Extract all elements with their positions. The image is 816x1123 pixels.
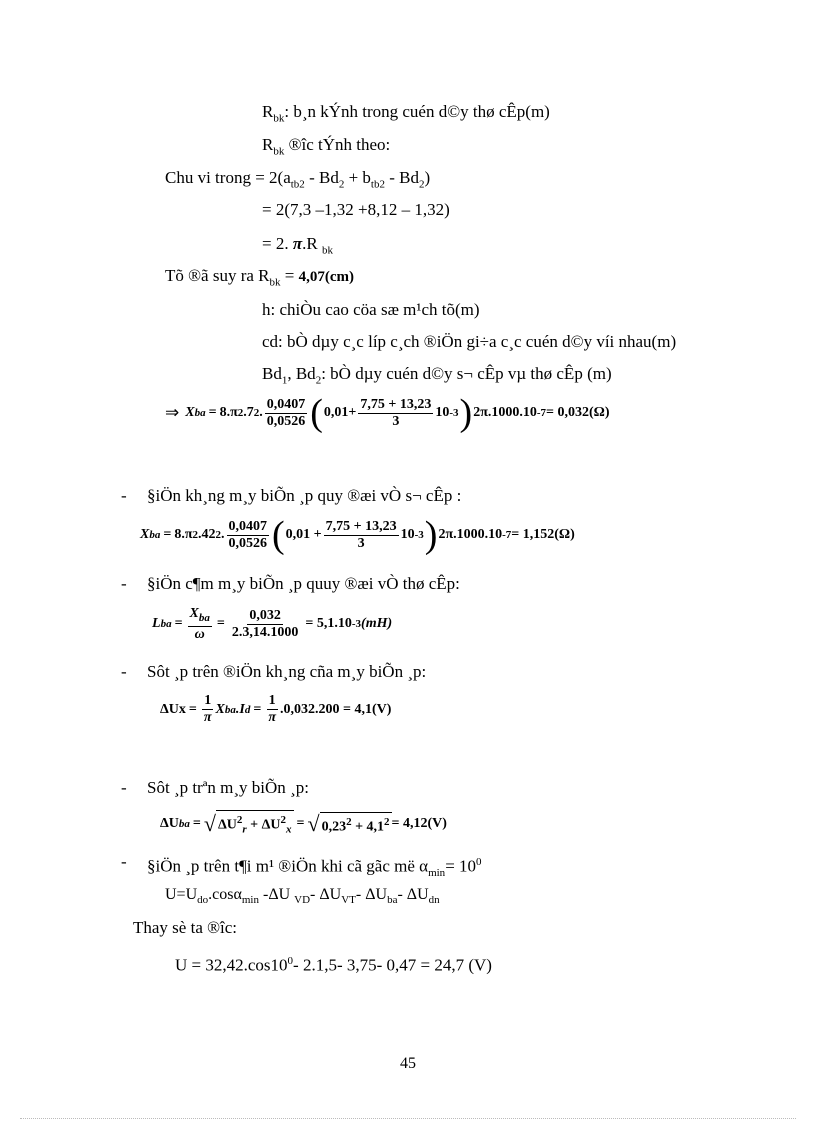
cd-definition: cd: bÒ dµy c¸c líp c¸ch ®iÖn gi÷a c¸c cuén d©y víi nhau(m) bbox=[262, 332, 677, 351]
bullet-dash: - bbox=[121, 662, 127, 681]
rbk-definition: $R_{bk}$: b¸n kÝnh trong cuén d©y thø cÊp(m) bbox=[262, 102, 550, 125]
equation-xba-secondary: ⇒ X ba = 8.π 2 .7 2 . $\frac{0,0407}{0,0526}$ ( 0,01+ $\frac{7,75 + 13,23}{3}$ 10 -3 ) 2π.1000.10 -7 = 0,032(Ω) bbox=[165, 392, 610, 434]
reactance-drop-title: Sôt ¸p trên ®iÖn kh¸ng cña m¸y biÕn ¸p: bbox=[147, 662, 427, 681]
h-definition: h: chiÒu cao cöa sæ m¹ch tõ(m) bbox=[262, 300, 480, 319]
voltage-formula: $U=U_{do}.\cos\alpha_{min}$ -ΔU $_{VD}$- $\Delta U_{VT}-$ $\Delta U_{ba}-$ $\Delta U_{dn}$ bbox=[165, 886, 440, 907]
transformer-drop-title: Sôt ¸p trªn m¸y biÕn ¸p: bbox=[147, 778, 309, 797]
bullet-dash: - bbox=[121, 852, 127, 871]
rbk-calculated-line: $R_{bk}$ ®îc tÝnh theo: bbox=[262, 135, 391, 158]
page-bottom-divider bbox=[20, 1118, 796, 1119]
page-number: 45 bbox=[400, 1055, 416, 1072]
bullet-dash: - bbox=[121, 486, 127, 505]
load-voltage-title: §iÖn ¸p trên t¶i m¹ ®iÖn khi cã gãc më $\alpha_{min}= 10^0$ bbox=[147, 856, 482, 880]
perimeter-formula: Chu vi trong = $2(a_{tb2} - Bd_2 + b_{tb2} - Bd_2)$ bbox=[165, 168, 431, 191]
reactance-primary-title: §iÖn kh¸ng m¸y biÕn ¸p quy ®æi vÒ s¬ cÊp : bbox=[147, 486, 462, 505]
rbk-result: Tõ ®ã suy ra $R_{bk} = 4,07(cm)$ bbox=[165, 266, 355, 289]
equation-duba: ΔU ba = √ $\Delta U^2_r + \Delta U^2_x$ = √ $0,23^2 + 4,1^2$ = 4,12(V) bbox=[160, 810, 447, 838]
voltage-result: $U = 32,42.\cos 10^0-$ 2.1,5- 3,75- 0,47 = 24,7 (V) bbox=[175, 955, 492, 975]
substitute-line: Thay sè ta ®îc: bbox=[133, 918, 238, 937]
equation-lba: L ba = $\frac{X_{ba}}{\omega}$ = $\frac{0,032}{2.3,14.1000}$ = 5,1.10 -3 (mH) bbox=[152, 606, 393, 642]
bd-definition: $Bd_1$, $Bd_2$: bÒ dµy cuén d©y s¬ cÊp vµ thø cÊp (m) bbox=[262, 364, 612, 387]
equation-xba-primary: X ba = 8.π 2 .42 2 . $\frac{0,0407}{0,0526}$ ( 0,01 + $\frac{7,75 + 13,23}{3}$ 10 -3 ) 2π.1000.10 -7 = 1,152(Ω) bbox=[140, 514, 575, 556]
perimeter-pi: = 2. π.R $_{bk}$ bbox=[262, 234, 333, 257]
bullet-dash: - bbox=[121, 574, 127, 593]
bullet-dash: - bbox=[121, 778, 127, 797]
perimeter-calc: = 2(7,3 –1,32 +8,12 – 1,32) bbox=[262, 200, 450, 219]
equation-dux: ΔUx = $\frac{1}{\pi}$ X ba .I d = $\frac{1}{\pi}$ .0,032.200 = 4,1(V) bbox=[160, 693, 392, 725]
inductance-title: §iÖn c¶m m¸y biÕn ¸p quuy ®æi vÒ thø cÊp: bbox=[147, 574, 460, 593]
